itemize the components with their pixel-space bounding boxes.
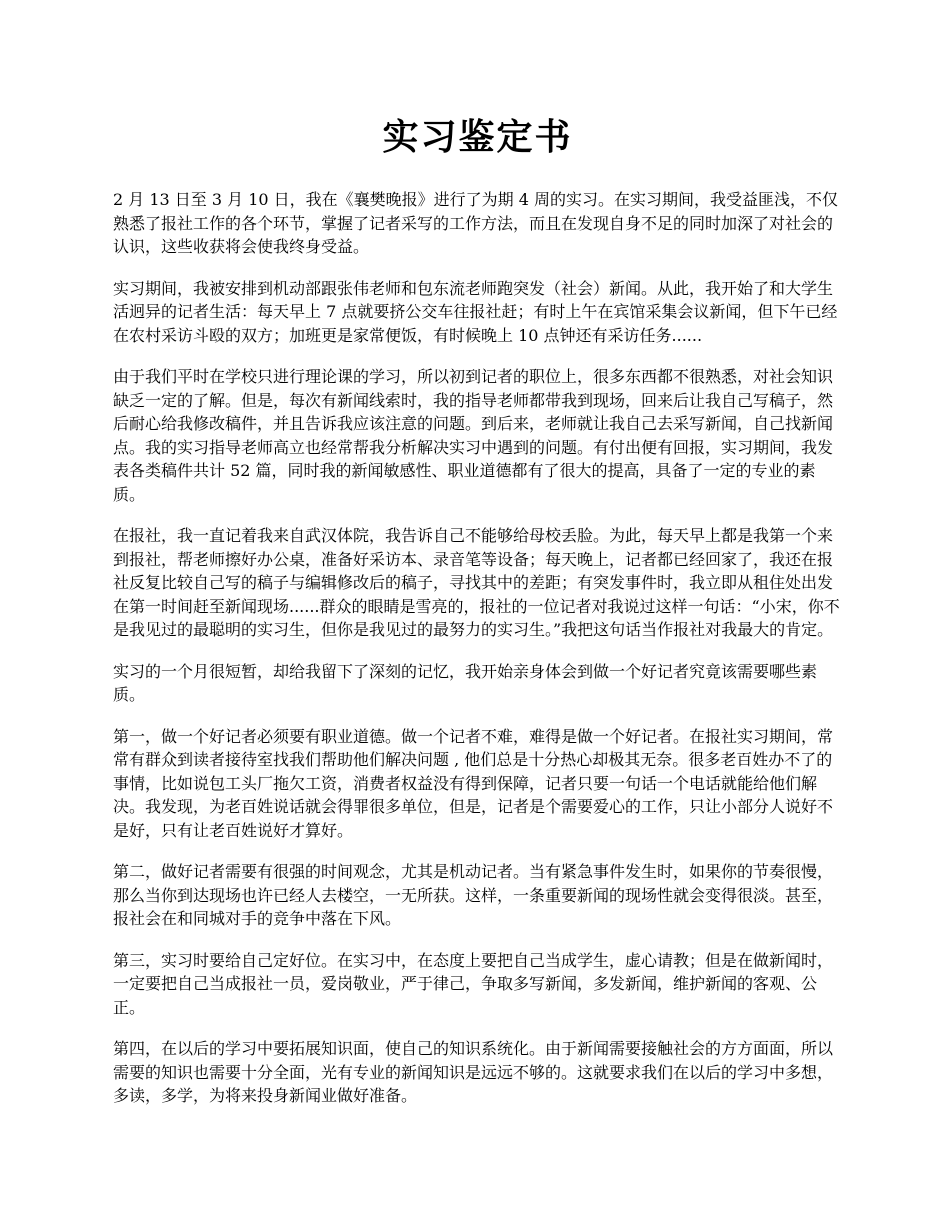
paragraph-point-two: 第二，做好记者需要有很强的时间观念，尤其是机动记者。当有紧急事件发生时，如果你的节奏很慢， 那么当你到达现场也许已经人去楼空，一无所获。这样，一条重要新闻的现场性就会变得很淡。甚至，报社会在和同城对手的竞争中落在下风。: [113, 862, 834, 928]
paragraph-point-one: 第一，做一个好记者必须要有职业道德。做一个记者不难，难得是做一个好记者。在报社实习期间，常常有群众到读者接待室找我们帮助他们解决问题 , 他们总是十分热心却极其无奈。很多老百姓办不了的事情，比如说包工头厂拖欠工资，消费者权益没有得到保障，记者只要一句话一个电话就能给他们解决。我发现，为老百姓说话就会得罪很多单位，但是，记者是个需要爱心的工作，只让小部分人说好不是好，只有让老百姓说好才算好。: [113, 726, 834, 840]
paragraph-assignment: 实习期间，我被安排到机动部跟张伟老师和包东流老师跑突发（社会）新闻。从此，我开始了和大学生活迥异的记者生活：每天早上 7 点就要挤公交车往报社赶；有时上午在宾馆采集会议新闻，但下午已经在农村采访斗殴的双方；加班更是家常便饭，有时候晚上 10 点钟还有采访任务......: [113, 278, 838, 345]
paragraph-internship-overview: 2 月 13 日至 3 月 10 日，我在《襄樊晚报》进行了为期 4 周的实习。在实习期间，我受益匪浅，不仅熟悉了报社工作的各个环节，掌握了记者采写的工作方法，而且在发现自身不足的同时加深了对社会的认识，这些收获将会使我终身受益。: [113, 190, 839, 256]
paragraph-point-four: 第四，在以后的学习中要拓展知识面，使自己的知识系统化。由于新闻需要接触社会的方方面面，所以需要的知识也需要十分全面，光有专业的新闻知识是远远不够的。这就要求我们在以后的学习中多想，多读，多学，为将来投身新闻业做好准备。: [113, 1039, 834, 1105]
paragraph-learning-process: 由于我们平时在学校只进行理论课的学习，所以初到记者的职位上，很多东西都不很熟悉，对社会知识缺乏一定的了解。但是，每次有新闻线索时，我的指导老师都带我到现场，回来后让我自己写稿子，然后耐心给我修改稿件，并且告诉我应该注意的问题。到后来，老师就让我自己去采写新闻，自己找新闻点。我的实习指导老师高立也经常帮我分析解决实习中遇到的问题。有付出便有回报，实习期间，我发表各类稿件共计 52 篇，同时我的新闻敏感性、职业道德都有了很大的提高，具备了一定的专业的素质。: [113, 367, 834, 504]
paragraph-reflection: 实习的一个月很短暂，却给我留下了深刻的记忆，我开始亲身体会到做一个好记者究竟该需要哪些素质。: [113, 661, 818, 704]
paragraph-point-three: 第三，实习时要给自己定好位。在实习中，在态度上要把自己当成学生，虚心请教；但是在做新闻时，一定要把自己当成报社一员，爱岗敬业，严于律己，争取多写新闻，多发新闻，维护新闻的客观、公正。: [113, 950, 834, 1017]
document-title: 实习鉴定书: [382, 116, 573, 158]
paragraph-diligence: 在报社，我一直记着我来自武汉体院，我告诉自己不能够给母校丢脸。为此，每天早上都是我第一个来到报社，帮老师擦好办公桌，准备好采访本、录音笔等设备；每天晚上，记者都已经回家了，我还在报社反复比较自己写的稿子与编辑修改后的稿子，寻找其中的差距；有突发事件时，我立即从租住处出发在第一时间赶至新闻现场......群众的眼睛是雪亮的，报社的一位记者对我说过这样一句话：“小宋，你不是我见过的最聪明的实习生，但你是我见过的最努力的实习生。”我把这句话当作报社对我最大的肯定。: [113, 526, 840, 639]
